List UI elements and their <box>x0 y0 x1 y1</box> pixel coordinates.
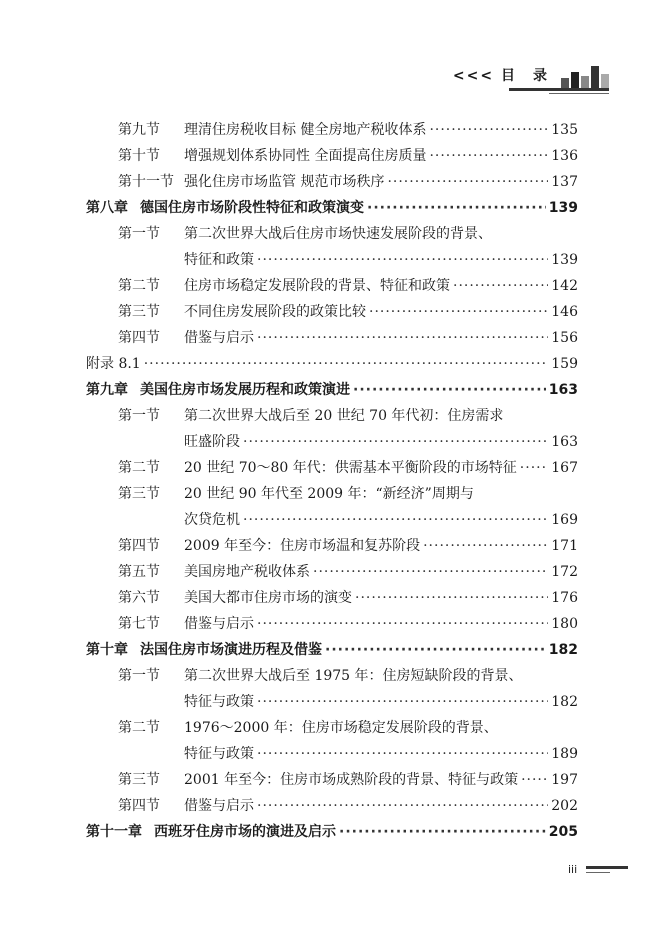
toc-section-entry[interactable] <box>86 117 578 143</box>
entry-number: 第一节 <box>118 668 160 684</box>
dot-leader <box>453 273 548 299</box>
entry-page-number: 135 <box>551 122 578 138</box>
dot-leader <box>429 143 548 169</box>
entry-title: 第二次世界大战后至 20 世纪 70 年代初：住房需求 <box>184 408 504 424</box>
header-rule-thin <box>549 93 609 94</box>
entry-page-number: 176 <box>551 590 578 606</box>
dot-leader <box>369 299 548 325</box>
entry-title: 西班牙住房市场的演进及启示 <box>154 824 336 840</box>
dot-leader <box>243 507 548 533</box>
dot-leader <box>257 611 548 637</box>
entry-page-number: 137 <box>551 174 578 190</box>
toc-chapter-entry[interactable] <box>86 819 578 845</box>
entry-number: 第三节 <box>118 304 160 320</box>
dot-leader <box>429 117 548 143</box>
dot-leader <box>243 429 548 455</box>
header-title: <<< 目 录 <box>452 68 549 84</box>
entry-title: 2001 年至今：住房市场成熟阶段的背景、特征与政策 <box>184 772 519 788</box>
entry-number: 第十一节 <box>118 174 174 190</box>
entry-page-number: 163 <box>551 434 578 450</box>
entry-number: 第四节 <box>118 330 160 346</box>
entry-title: 特征和政策 <box>184 252 254 268</box>
toc-section-entry[interactable] <box>86 767 578 793</box>
entry-number: 第三节 <box>118 486 160 502</box>
dot-leader <box>257 741 548 767</box>
toc-section-entry[interactable] <box>86 143 578 169</box>
entry-title: 理清住房税收目标 健全房地产税收体系 <box>184 122 427 138</box>
entry-number: 第九章 <box>86 382 128 398</box>
entry-title: 强化住房市场监管 规范市场秩序 <box>184 174 385 190</box>
entry-title: 借鉴与启示 <box>184 616 254 632</box>
entry-number: 第四节 <box>118 538 160 554</box>
toc-section-entry[interactable] <box>86 533 578 559</box>
entry-title: 美国大都市住房市场的演变 <box>184 590 352 606</box>
toc-section-entry[interactable] <box>86 325 578 351</box>
entry-page-number: 182 <box>551 694 578 710</box>
running-header <box>453 60 609 88</box>
entry-title: 借鉴与启示 <box>184 330 254 346</box>
toc-appendix-entry[interactable] <box>86 351 578 377</box>
dot-leader <box>355 585 548 611</box>
dot-leader <box>313 559 548 585</box>
entry-number: 第四节 <box>118 798 160 814</box>
entry-page-number: 146 <box>551 304 578 320</box>
page-number: iii <box>568 863 578 876</box>
entry-title: 借鉴与启示 <box>184 798 254 814</box>
dot-leader <box>423 533 548 559</box>
entry-title: 旺盛阶段 <box>184 434 240 450</box>
entry-number: 第十节 <box>118 148 160 164</box>
entry-page-number: 163 <box>548 382 578 398</box>
toc-section-entry[interactable] <box>86 481 578 533</box>
entry-page-number: 136 <box>551 148 578 164</box>
dot-leader <box>520 455 548 481</box>
entry-number: 第二节 <box>118 720 160 736</box>
entry-title: 德国住房市场阶段性特征和政策演变 <box>140 200 364 216</box>
toc-section-entry[interactable] <box>86 663 578 715</box>
toc-section-entry[interactable] <box>86 403 578 455</box>
entry-page-number: 139 <box>551 252 578 268</box>
table-of-contents <box>86 117 578 845</box>
entry-title: 2009 年至今：住房市场温和复苏阶段 <box>184 538 421 554</box>
entry-title: 增强规划体系协同性 全面提高住房质量 <box>184 148 427 164</box>
toc-section-entry[interactable] <box>86 299 578 325</box>
toc-chapter-entry[interactable] <box>86 637 578 663</box>
entry-title: 附录 8.1 <box>86 356 141 372</box>
entry-page-number: 142 <box>551 278 578 294</box>
entry-page-number: 197 <box>551 772 578 788</box>
footer-rule-thin <box>586 872 610 873</box>
entry-number: 第二节 <box>118 278 160 294</box>
dot-leader <box>353 377 546 403</box>
entry-page-number: 169 <box>551 512 578 528</box>
dot-leader <box>257 793 548 819</box>
entry-title: 美国住房市场发展历程和政策演进 <box>140 382 350 398</box>
entry-number: 第一节 <box>118 408 160 424</box>
dot-leader <box>339 819 546 845</box>
entry-title: 法国住房市场演进历程及借鉴 <box>140 642 322 658</box>
toc-section-entry[interactable] <box>86 793 578 819</box>
entry-page-number: 172 <box>551 564 578 580</box>
entry-page-number: 156 <box>551 330 578 346</box>
entry-title: 不同住房发展阶段的政策比较 <box>184 304 366 320</box>
toc-section-entry[interactable] <box>86 221 578 273</box>
entry-title: 住房市场稳定发展阶段的背景、特征和政策 <box>184 278 450 294</box>
entry-number: 第六节 <box>118 590 160 606</box>
dot-leader <box>521 767 548 793</box>
entry-title: 特征与政策 <box>184 746 254 762</box>
entry-page-number: 182 <box>548 642 578 658</box>
entry-title: 特征与政策 <box>184 694 254 710</box>
entry-number: 第九节 <box>118 122 160 138</box>
entry-page-number: 189 <box>551 746 578 762</box>
toc-section-entry[interactable] <box>86 715 578 767</box>
entry-number: 第二节 <box>118 460 160 476</box>
entry-page-number: 205 <box>548 824 578 840</box>
entry-number: 第七节 <box>118 616 160 632</box>
footer-rule <box>586 866 628 869</box>
entry-page-number: 159 <box>551 356 578 372</box>
dot-leader <box>367 195 546 221</box>
toc-section-entry[interactable] <box>86 455 578 481</box>
entry-title: 第二次世界大战后至 1975 年：住房短缺阶段的背景、 <box>184 668 523 684</box>
dot-leader <box>144 351 549 377</box>
entry-number: 第十章 <box>86 642 128 658</box>
entry-title: 20 世纪 90 年代至 2009 年：“新经济”周期与 <box>184 486 474 502</box>
header-bars-icon <box>559 62 609 88</box>
dot-leader <box>257 689 548 715</box>
toc-chapter-entry[interactable] <box>86 377 578 403</box>
toc-section-entry[interactable] <box>86 611 578 637</box>
entry-page-number: 202 <box>551 798 578 814</box>
toc-section-entry[interactable] <box>86 169 578 195</box>
entry-page-number: 180 <box>551 616 578 632</box>
entry-title: 次贷危机 <box>184 512 240 528</box>
entry-number: 第五节 <box>118 564 160 580</box>
entry-number: 第八章 <box>86 200 128 216</box>
dot-leader <box>325 637 546 663</box>
entry-page-number: 171 <box>551 538 578 554</box>
toc-chapter-entry[interactable] <box>86 195 578 221</box>
toc-section-entry[interactable] <box>86 559 578 585</box>
dot-leader <box>387 169 548 195</box>
entry-title: 1976～2000 年：住房市场稳定发展阶段的背景、 <box>184 720 498 736</box>
entry-number: 第一节 <box>118 226 160 242</box>
toc-section-entry[interactable] <box>86 585 578 611</box>
entry-title: 20 世纪 70～80 年代：供需基本平衡阶段的市场特征 <box>184 460 517 476</box>
toc-section-entry[interactable] <box>86 273 578 299</box>
entry-page-number: 167 <box>551 460 578 476</box>
dot-leader <box>257 325 548 351</box>
entry-number: 第十一章 <box>86 824 142 840</box>
entry-number: 第三节 <box>118 772 160 788</box>
entry-title: 第二次世界大战后住房市场快速发展阶段的背景、 <box>184 226 492 242</box>
dot-leader <box>257 247 548 273</box>
entry-page-number: 139 <box>548 200 578 216</box>
header-rule <box>509 88 609 91</box>
entry-title: 美国房地产税收体系 <box>184 564 310 580</box>
